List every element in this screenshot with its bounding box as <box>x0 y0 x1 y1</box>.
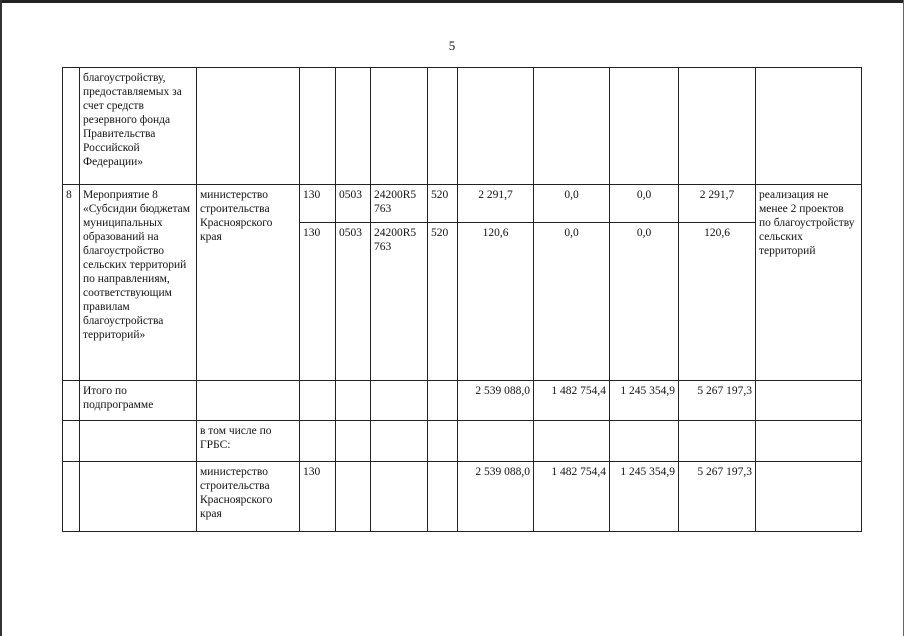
table-row-8a <box>63 185 862 223</box>
cell-result <box>756 381 862 421</box>
cell-csr: 24200R5 763 <box>371 185 428 223</box>
cell-grbs: министерство строительства Красноярского края <box>197 185 300 381</box>
cell-index: 8 <box>63 185 80 381</box>
cell-vr <box>428 68 458 185</box>
cell-csr <box>371 421 428 462</box>
cell-total <box>679 421 756 462</box>
cell-total <box>679 68 756 185</box>
budget-table <box>62 67 862 532</box>
cell-vr: 520 <box>428 185 458 223</box>
cell-grbs-code <box>300 421 336 462</box>
cell-year-3: 0,0 <box>610 223 679 381</box>
cell-vr <box>428 381 458 421</box>
cell-grbs-code <box>300 68 336 185</box>
cell-total: 5 267 197,3 <box>679 381 756 421</box>
cell-year-2 <box>534 421 610 462</box>
table-row-ministry <box>63 462 862 532</box>
cell-total: 5 267 197,3 <box>679 462 756 532</box>
cell-grbs-code: 130 <box>300 223 336 381</box>
cell-year-3: 0,0 <box>610 185 679 223</box>
cell-total: 2 291,7 <box>679 185 756 223</box>
cell-year-1: 2 539 088,0 <box>458 381 534 421</box>
cell-rzpr: 0503 <box>336 223 371 381</box>
cell-grbs: министерство строительства Красноярского края <box>197 462 300 532</box>
cell-grbs-code: 130 <box>300 185 336 223</box>
cell-grbs <box>197 381 300 421</box>
cell-incl-label: в том числе по ГРБС: <box>197 421 300 462</box>
cell-year-2: 1 482 754,4 <box>534 381 610 421</box>
cell-csr <box>371 68 428 185</box>
cell-vr <box>428 421 458 462</box>
cell-vr <box>428 462 458 532</box>
cell-year-2: 0,0 <box>534 223 610 381</box>
cell-result <box>756 68 862 185</box>
cell-index <box>63 381 80 421</box>
cell-grbs-code <box>300 381 336 421</box>
cell-measure-name <box>80 462 197 532</box>
cell-result <box>756 421 862 462</box>
cell-grbs <box>197 68 300 185</box>
cell-year-3: 1 245 354,9 <box>610 381 679 421</box>
cell-csr: 24200R5 763 <box>371 223 428 381</box>
cell-total: 120,6 <box>679 223 756 381</box>
cell-measure-name: Мероприятие 8 «Субсидии бюджетам муниципальных образований на благоустройство сельских территорий по направлениям, соответствующим правилам благоустройства территорий» <box>80 185 197 381</box>
cell-year-1 <box>458 421 534 462</box>
cell-measure-name: благоустройству, предоставляемых за счет средств резервного фонда Правительства Российской Федерации» <box>80 68 197 185</box>
cell-year-3: 1 245 354,9 <box>610 462 679 532</box>
left-border-line <box>0 0 2 636</box>
cell-year-1: 2 291,7 <box>458 185 534 223</box>
cell-year-1: 120,6 <box>458 223 534 381</box>
cell-year-2 <box>534 68 610 185</box>
page-number: 5 <box>448 38 456 53</box>
cell-csr <box>371 381 428 421</box>
cell-index <box>63 421 80 462</box>
cell-result: реализация не менее 2 проектов по благоустройству сельских территорий <box>756 185 862 381</box>
cell-measure-name <box>80 421 197 462</box>
cell-rzpr: 0503 <box>336 185 371 223</box>
table-row-continuation <box>63 68 862 185</box>
cell-year-2: 1 482 754,4 <box>534 462 610 532</box>
cell-total-label: Итого по подпрограмме <box>80 381 197 421</box>
cell-rzpr <box>336 421 371 462</box>
cell-vr: 520 <box>428 223 458 381</box>
table-row-incl-grbs <box>63 421 862 462</box>
cell-year-1: 2 539 088,0 <box>458 462 534 532</box>
cell-rzpr <box>336 381 371 421</box>
table-row-total <box>63 381 862 421</box>
cell-csr <box>371 462 428 532</box>
cell-year-2: 0,0 <box>534 185 610 223</box>
cell-year-1 <box>458 68 534 185</box>
cell-index <box>63 68 80 185</box>
cell-rzpr <box>336 462 371 532</box>
cell-result <box>756 462 862 532</box>
top-border-line <box>0 0 904 3</box>
cell-year-3 <box>610 421 679 462</box>
cell-year-3 <box>610 68 679 185</box>
cell-index <box>63 462 80 532</box>
cell-rzpr <box>336 68 371 185</box>
cell-grbs-code: 130 <box>300 462 336 532</box>
